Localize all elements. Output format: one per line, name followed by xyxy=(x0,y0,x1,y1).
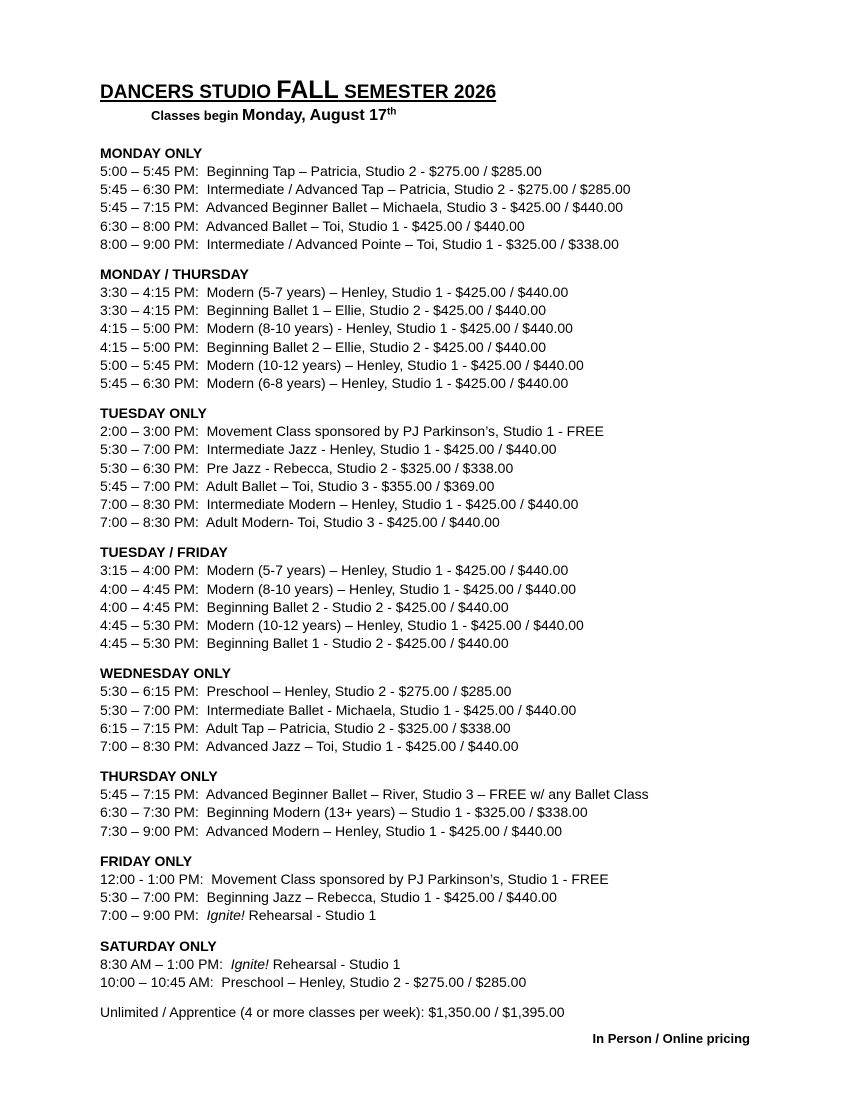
class-time: 7:00 – 8:30 PM: xyxy=(100,738,199,755)
class-time: 6:30 – 8:00 PM: xyxy=(100,217,199,234)
class-row xyxy=(100,973,760,991)
class-description: Pre Jazz - Rebecca, Studio 2 - $325.00 / $338.00 xyxy=(206,459,514,476)
class-description: Movement Class sponsored by PJ Parkinson’s, Studio 1 - FREE xyxy=(211,870,609,887)
class-row xyxy=(100,180,760,198)
class-time: 7:00 – 8:30 PM: xyxy=(100,514,199,531)
class-row xyxy=(100,217,760,235)
schedule-page xyxy=(100,77,760,1048)
class-time: 7:00 – 8:30 PM: xyxy=(100,496,199,513)
class-time: 4:45 – 5:30 PM: xyxy=(100,617,199,634)
class-description: Rehearsal - Studio 1 xyxy=(268,955,401,972)
class-time: 8:30 AM – 1:00 PM: xyxy=(100,955,223,972)
class-row xyxy=(100,374,760,392)
class-time: 5:30 – 6:30 PM: xyxy=(100,459,199,476)
class-row xyxy=(100,459,760,477)
class-time: 3:30 – 4:15 PM: xyxy=(100,284,199,301)
class-time: 5:00 – 5:45 PM: xyxy=(100,356,199,373)
class-time: 5:45 – 7:00 PM: xyxy=(100,477,199,494)
class-row xyxy=(100,682,760,700)
class-row xyxy=(100,319,760,337)
class-italic-title: Ignite! xyxy=(230,955,269,972)
title-prefix: DANCERS STUDIO xyxy=(100,82,277,103)
class-description: Modern (8-10 years) - Henley, Studio 1 - $425.00 / $440.00 xyxy=(206,320,573,337)
day-section xyxy=(100,767,760,840)
class-time: 4:15 – 5:00 PM: xyxy=(100,338,199,355)
class-description: Modern (5-7 years) – Henley, Studio 1 - $425.00 / $440.00 xyxy=(206,284,569,301)
class-time: 10:00 – 10:45 AM: xyxy=(100,973,214,990)
day-header: TUESDAY / FRIDAY xyxy=(100,544,228,561)
class-time: 5:30 – 7:00 PM: xyxy=(100,889,199,906)
class-description: Adult Tap – Patricia, Studio 2 - $325.00 / $338.00 xyxy=(205,719,511,736)
class-description: Advanced Ballet – Toi, Studio 1 - $425.00 / $440.00 xyxy=(205,217,525,234)
class-description: Beginning Ballet 2 – Ellie, Studio 2 - $425.00 / $440.00 xyxy=(206,338,546,355)
class-row xyxy=(100,803,760,821)
class-description: Beginning Jazz – Rebecca, Studio 1 - $425.00 / $440.00 xyxy=(206,889,557,906)
class-description: Preschool – Henley, Studio 2 - $275.00 / $285.00 xyxy=(206,683,512,700)
class-description: Intermediate Ballet - Michaela, Studio 1 - $425.00 / $440.00 xyxy=(206,701,577,718)
class-row xyxy=(100,440,760,458)
subtitle-prefix: Classes begin xyxy=(151,108,243,123)
class-row xyxy=(100,737,760,755)
class-description: Modern (10-12 years) – Henley, Studio 1 - $425.00 / $440.00 xyxy=(206,356,584,373)
class-description: Adult Modern- Toi, Studio 3 - $425.00 / $440.00 xyxy=(205,514,500,531)
class-time: 5:45 – 7:15 PM: xyxy=(100,199,199,216)
class-row xyxy=(100,513,760,531)
class-time: 4:00 – 4:45 PM: xyxy=(100,580,199,597)
class-description: Advanced Jazz – Toi, Studio 1 - $425.00 / $440.00 xyxy=(205,738,519,755)
class-italic-title: Ignite! xyxy=(206,907,245,924)
class-time: 5:45 – 7:15 PM: xyxy=(100,786,199,803)
class-row xyxy=(100,561,760,579)
page-subtitle xyxy=(151,106,760,126)
class-description: Advanced Beginner Ballet – Michaela, Studio 3 - $425.00 / $440.00 xyxy=(205,199,624,216)
class-row xyxy=(100,888,760,906)
subtitle-superscript: th xyxy=(386,106,397,118)
day-header: THURSDAY ONLY xyxy=(100,768,218,785)
day-header: TUESDAY ONLY xyxy=(100,405,207,422)
schedule-sections xyxy=(100,144,760,991)
day-header: FRIDAY ONLY xyxy=(100,852,193,869)
class-description: Beginning Ballet 1 - Studio 2 - $425.00 / $440.00 xyxy=(206,635,509,652)
title-season: FALL xyxy=(276,76,339,104)
class-row xyxy=(100,822,760,840)
class-time: 6:15 – 7:15 PM: xyxy=(100,719,199,736)
class-description: Intermediate / Advanced Pointe – Toi, Studio 1 - $325.00 / $338.00 xyxy=(206,235,619,252)
class-description: Beginning Ballet 2 - Studio 2 - $425.00 / $440.00 xyxy=(206,598,509,615)
day-header: MONDAY ONLY xyxy=(100,145,203,161)
day-header: MONDAY / THURSDAY xyxy=(100,266,249,283)
class-time: 4:00 – 4:45 PM: xyxy=(100,598,199,615)
class-row xyxy=(100,634,760,652)
class-time: 4:15 – 5:00 PM: xyxy=(100,320,199,337)
class-description: Adult Ballet – Toi, Studio 3 - $355.00 / $369.00 xyxy=(205,477,495,494)
class-row xyxy=(100,356,760,374)
class-time: 7:00 – 9:00 PM: xyxy=(100,907,199,924)
class-description: Intermediate Modern – Henley, Studio 1 - $425.00 / $440.00 xyxy=(206,496,579,513)
class-time: 5:00 – 5:45 PM: xyxy=(100,163,199,179)
class-time: 3:15 – 4:00 PM: xyxy=(100,562,199,579)
day-section xyxy=(100,144,760,253)
class-row xyxy=(100,198,760,216)
class-description: Modern (6-8 years) – Henley, Studio 1 - $425.00 / $440.00 xyxy=(206,375,569,392)
class-time: 5:30 – 7:00 PM: xyxy=(100,441,199,458)
class-row xyxy=(100,580,760,598)
class-row xyxy=(100,616,760,634)
day-section xyxy=(100,664,760,755)
class-row xyxy=(100,301,760,319)
day-section xyxy=(100,937,760,991)
class-time: 3:30 – 4:15 PM: xyxy=(100,302,199,319)
class-description: Beginning Modern (13+ years) – Studio 1 - $325.00 / $338.00 xyxy=(206,804,588,821)
class-time: 2:00 – 3:00 PM: xyxy=(100,423,199,440)
class-row xyxy=(100,955,760,973)
class-row xyxy=(100,598,760,616)
class-time: 8:00 – 9:00 PM: xyxy=(100,235,199,252)
class-time: 5:45 – 6:30 PM: xyxy=(100,375,199,392)
subtitle-start-date: Monday, August 17 xyxy=(242,107,387,124)
class-row xyxy=(100,162,760,180)
class-time: 5:30 – 6:15 PM: xyxy=(100,683,199,700)
day-section xyxy=(100,265,760,392)
class-description: Modern (10-12 years) – Henley, Studio 1 - $425.00 / $440.00 xyxy=(206,617,584,634)
class-description: Movement Class sponsored by PJ Parkinson’s, Studio 1 - FREE xyxy=(206,423,604,440)
class-description: Intermediate Jazz - Henley, Studio 1 - $425.00 / $440.00 xyxy=(206,441,557,458)
class-description: Advanced Modern – Henley, Studio 1 - $425.00 / $440.00 xyxy=(205,822,563,839)
class-row xyxy=(100,719,760,737)
class-time: 5:30 – 7:00 PM: xyxy=(100,701,199,718)
day-section xyxy=(100,852,760,925)
class-description: Rehearsal - Studio 1 xyxy=(244,907,377,924)
class-row xyxy=(100,906,760,924)
class-row xyxy=(100,870,760,888)
pricing-note: In Person / Online pricing xyxy=(592,1030,750,1046)
class-time: 4:45 – 5:30 PM: xyxy=(100,635,199,652)
class-time: 5:45 – 6:30 PM: xyxy=(100,181,199,198)
class-row xyxy=(100,338,760,356)
day-section xyxy=(100,404,760,531)
class-time: 6:30 – 7:30 PM: xyxy=(100,804,199,821)
class-row xyxy=(100,477,760,495)
class-time: 12:00 - 1:00 PM: xyxy=(100,870,204,887)
title-suffix: SEMESTER 2026 xyxy=(338,82,497,103)
class-time: 7:30 – 9:00 PM: xyxy=(100,822,199,839)
class-description: Beginning Ballet 1 – Ellie, Studio 2 - $425.00 / $440.00 xyxy=(206,302,546,319)
class-row xyxy=(100,422,760,440)
day-section xyxy=(100,543,760,652)
class-row xyxy=(100,283,760,301)
class-row xyxy=(100,785,760,803)
page-title xyxy=(100,77,760,106)
class-description: Modern (8-10 years) – Henley, Studio 1 - $425.00 / $440.00 xyxy=(206,580,577,597)
class-description: Modern (5-7 years) – Henley, Studio 1 - $425.00 / $440.00 xyxy=(206,562,569,579)
class-row xyxy=(100,495,760,513)
unlimited-pricing: Unlimited / Apprentice (4 or more classes per week): $1,350.00 / $1,395.00 xyxy=(100,1003,565,1020)
class-row xyxy=(100,235,760,253)
class-description: Intermediate / Advanced Tap – Patricia, Studio 2 - $275.00 / $285.00 xyxy=(206,181,631,198)
day-header: WEDNESDAY ONLY xyxy=(100,665,231,682)
class-description: Advanced Beginner Ballet – River, Studio 3 – FREE w/ any Ballet Class xyxy=(205,786,649,803)
class-description: Preschool – Henley, Studio 2 - $275.00 / $285.00 xyxy=(221,973,527,990)
day-header: SATURDAY ONLY xyxy=(100,937,217,954)
class-description: Beginning Tap – Patricia, Studio 2 - $275.00 / $285.00 xyxy=(206,163,542,179)
class-row xyxy=(100,701,760,719)
